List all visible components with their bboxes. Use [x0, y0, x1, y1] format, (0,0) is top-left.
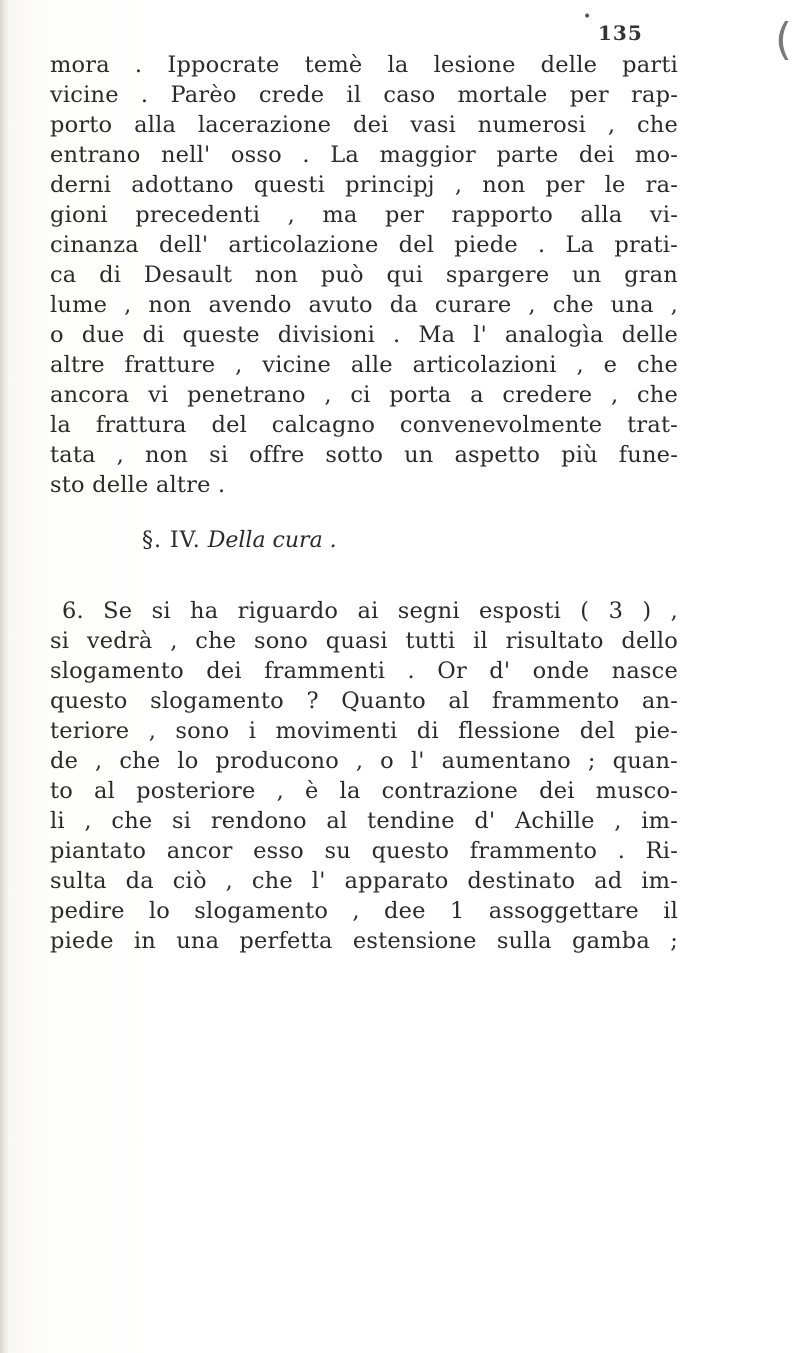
page-number: 135	[598, 21, 643, 45]
text-line: gioni precedenti , ma per rapporto alla vi-	[50, 202, 678, 228]
text-line: derni adottano questi principj , non per le ra-	[50, 172, 678, 198]
paragraph-2	[50, 596, 678, 956]
text-line: tata , non si offre sotto un aspetto più fune-	[50, 442, 678, 468]
paragraph-1	[50, 50, 678, 500]
text-line: porto alla lacerazione dei vasi numerosi , che	[50, 112, 678, 138]
text-line: o due di queste divisioni . Ma l' analogìa delle	[50, 322, 678, 348]
text-line: cinanza dell' articolazione del piede . La prati-	[50, 232, 678, 258]
text-line: si vedrà , che sono quasi tutti il risultato dello	[50, 628, 678, 654]
text-line: questo slogamento ? Quanto al frammento an-	[50, 688, 678, 714]
text-line: to al posteriore , è la contrazione dei musco-	[50, 778, 678, 804]
section-heading	[50, 526, 678, 556]
text-line: mora . Ippocrate temè la lesione delle parti	[50, 52, 678, 78]
text-line: sulta da ciò , che l' apparato destinato ad im-	[50, 868, 678, 894]
corner-mark: (	[774, 14, 792, 65]
text-line: de , che lo producono , o l' aumentano ; quan-	[50, 748, 678, 774]
text-line: entrano nell' osso . La maggior parte dei mo-	[50, 142, 678, 168]
text-line: piantato ancor esso su questo frammento . Ri-	[50, 838, 678, 864]
dot-mark: •	[583, 9, 592, 25]
text-line: slogamento dei frammenti . Or d' onde nasce	[50, 658, 678, 684]
text-line: 6. Se si ha riguardo ai segni esposti ( 3 ) ,	[62, 598, 678, 624]
text-line: ca di Desault non può qui spargere un gran	[50, 262, 678, 288]
text-line: pedire lo slogamento , dee 1 assoggettare il	[50, 898, 678, 924]
text-line: vicine . Parèo crede il caso mortale per rap-	[50, 82, 678, 108]
text-line: altre fratture , vicine alle articolazioni , e che	[50, 352, 678, 378]
text-line: lume , non avendo avuto da curare , che una ,	[50, 292, 678, 318]
text-line: li , che si rendono al tendine d' Achille , im-	[50, 808, 678, 834]
text-line: ancora vi penetrano , ci porta a credere , che	[50, 382, 678, 408]
page-binding-edge	[0, 0, 9, 1353]
text-line: teriore , sono i movimenti di flessione del pie-	[50, 718, 678, 744]
text-block	[50, 50, 678, 956]
text-line: sto delle altre .	[50, 472, 226, 498]
section-number: §. IV.	[142, 528, 201, 553]
text-line: la frattura del calcagno convenevolmente trat-	[50, 412, 678, 438]
section-title: Della cura .	[207, 528, 337, 553]
text-line: piede in una perfetta estensione sulla gamba ;	[50, 928, 678, 954]
